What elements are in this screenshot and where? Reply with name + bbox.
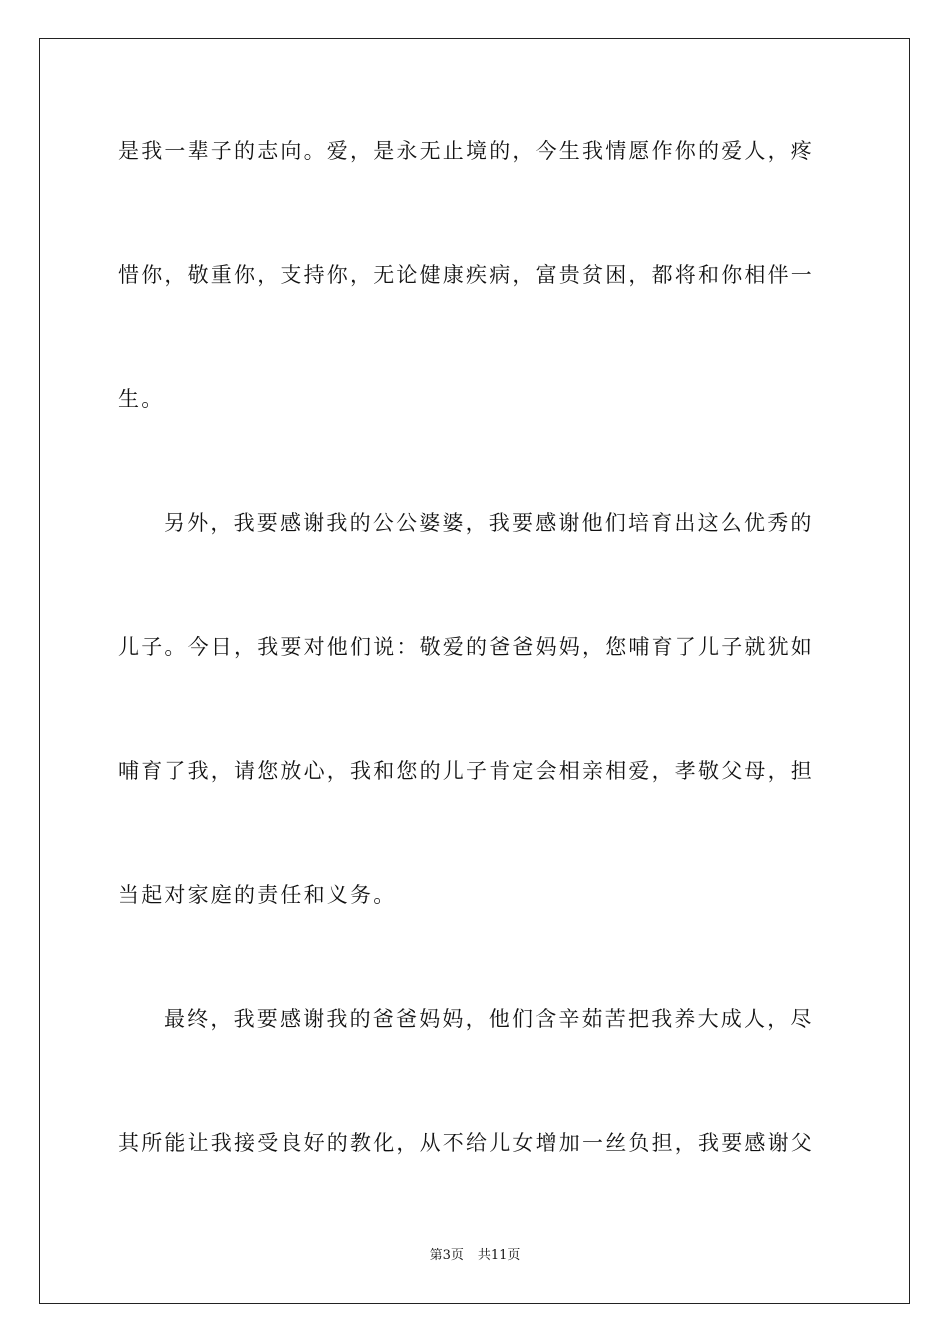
text-line-9: 其所能让我接受良好的教化，从不给儿女增加一丝负担，我要感谢父 bbox=[118, 1131, 814, 1155]
page-total: 共11页 bbox=[477, 1248, 521, 1263]
text-line-5: 儿子。今日，我要对他们说：敬爱的爸爸妈妈，您哺育了儿子就犹如 bbox=[118, 635, 814, 659]
text-line-8: 最终，我要感谢我的爸爸妈妈，他们含辛茹苦把我养大成人，尽 bbox=[164, 1007, 814, 1031]
page-border bbox=[39, 38, 910, 1304]
page-number: 第3页 bbox=[429, 1248, 464, 1263]
text-line-4: 另外，我要感谢我的公公婆婆，我要感谢他们培育出这么优秀的 bbox=[164, 511, 814, 535]
text-line-1: 是我一辈子的志向。爱，是永无止境的，今生我情愿作你的爱人，疼 bbox=[118, 139, 814, 163]
text-line-3: 生。 bbox=[118, 387, 165, 411]
text-line-7: 当起对家庭的责任和义务。 bbox=[118, 883, 397, 907]
text-line-6: 哺育了我，请您放心，我和您的儿子肯定会相亲相爱，孝敬父母，担 bbox=[118, 759, 814, 783]
page-footer bbox=[0, 1247, 950, 1265]
text-line-2: 惜你，敬重你，支持你，无论健康疾病，富贵贫困，都将和你相伴一 bbox=[118, 263, 814, 287]
